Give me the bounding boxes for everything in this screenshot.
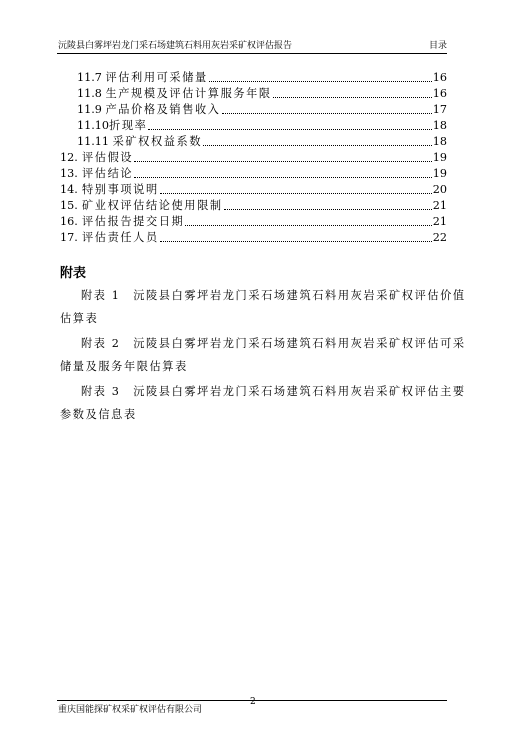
toc-entry[interactable]	[60, 230, 447, 245]
toc-leader	[134, 177, 432, 178]
toc-leader	[222, 113, 432, 114]
appendix-item-line2: 参数及信息表	[60, 408, 137, 421]
footer-rule	[57, 700, 447, 701]
toc-leader	[203, 145, 432, 146]
appendix-item-line2: 储量及服务年限估算表	[60, 360, 188, 373]
toc-number: 15.	[60, 199, 78, 212]
toc-leader	[185, 225, 431, 226]
toc-number: 12.	[60, 151, 78, 164]
footer-company: 重庆国能探矿权采矿权评估有限公司	[58, 705, 203, 715]
appendix-item-line1: 附表 3 沅陵县白雾坪岩龙门采石场建筑石料用灰岩采矿权评估主要	[81, 385, 466, 398]
toc-number: 16.	[60, 215, 78, 228]
toc-label: 评估假设	[82, 151, 134, 164]
toc-page: 20	[432, 183, 447, 196]
toc-label: 生产规模及评估计算服务年限	[105, 87, 272, 100]
page-header	[58, 40, 447, 53]
toc-page: 17	[432, 103, 447, 116]
toc-leader	[148, 129, 431, 130]
toc-page: 16	[432, 71, 447, 84]
appendix-heading: 附表	[60, 266, 87, 281]
toc-entry[interactable]	[60, 166, 447, 181]
toc-label: 折现率	[109, 119, 148, 132]
toc-label: 评估报告提交日期	[82, 215, 185, 228]
header-title: 沅陵县白雾坪岩龙门采石场建筑石料用灰岩采矿权评估报告	[58, 41, 293, 51]
toc-page: 22	[432, 231, 447, 244]
toc-number: 13.	[60, 167, 78, 180]
toc-leader	[224, 209, 432, 210]
toc-page: 16	[432, 87, 447, 100]
toc-label: 采矿权权益系数	[112, 135, 203, 148]
toc-label: 评估结论	[82, 167, 134, 180]
toc-entry[interactable]	[60, 198, 447, 213]
toc-label: 矿业权评估结论使用限制	[82, 199, 223, 212]
toc-label: 评估利用可采储量	[105, 71, 208, 84]
appendix-item-line1: 附表 1 沅陵县白雾坪岩龙门采石场建筑石料用灰岩采矿权评估价值	[81, 289, 466, 302]
toc-number: 11.10	[77, 119, 110, 132]
toc-page: 19	[432, 167, 447, 180]
toc-entry[interactable]	[77, 70, 447, 85]
toc-page: 18	[432, 135, 447, 148]
toc-entry[interactable]	[60, 182, 447, 197]
toc-entry[interactable]	[77, 134, 447, 149]
toc-entry[interactable]	[77, 118, 447, 133]
toc-entry[interactable]	[77, 102, 447, 117]
toc-number: 11.11	[77, 135, 110, 148]
toc-entry[interactable]	[77, 86, 447, 101]
toc-page: 19	[432, 151, 447, 164]
toc-leader	[209, 81, 432, 82]
toc-page: 21	[432, 199, 447, 212]
header-rule	[57, 53, 447, 54]
toc-label: 评估责任人员	[82, 231, 159, 244]
toc-number: 17.	[60, 231, 78, 244]
toc-number: 11.9	[77, 103, 102, 116]
toc-label: 特别事项说明	[82, 183, 159, 196]
toc-leader	[273, 97, 432, 98]
toc-entry[interactable]	[60, 214, 447, 229]
toc-page: 18	[432, 119, 447, 132]
toc-page: 21	[432, 215, 447, 228]
header-section: 目录	[428, 41, 447, 51]
toc-leader	[160, 241, 432, 242]
toc-number: 11.7	[77, 71, 102, 84]
toc-number: 11.8	[77, 87, 102, 100]
toc-number: 14.	[60, 183, 78, 196]
appendix-item-line2: 估算表	[60, 312, 99, 325]
appendix-item-line1: 附表 2 沅陵县白雾坪岩龙门采石场建筑石料用灰岩采矿权评估可采	[81, 337, 466, 350]
toc-entry[interactable]	[60, 150, 447, 165]
toc-leader	[134, 161, 432, 162]
toc-leader	[160, 193, 432, 194]
page-number: 2	[250, 697, 256, 707]
toc-label: 产品价格及销售收入	[105, 103, 221, 116]
